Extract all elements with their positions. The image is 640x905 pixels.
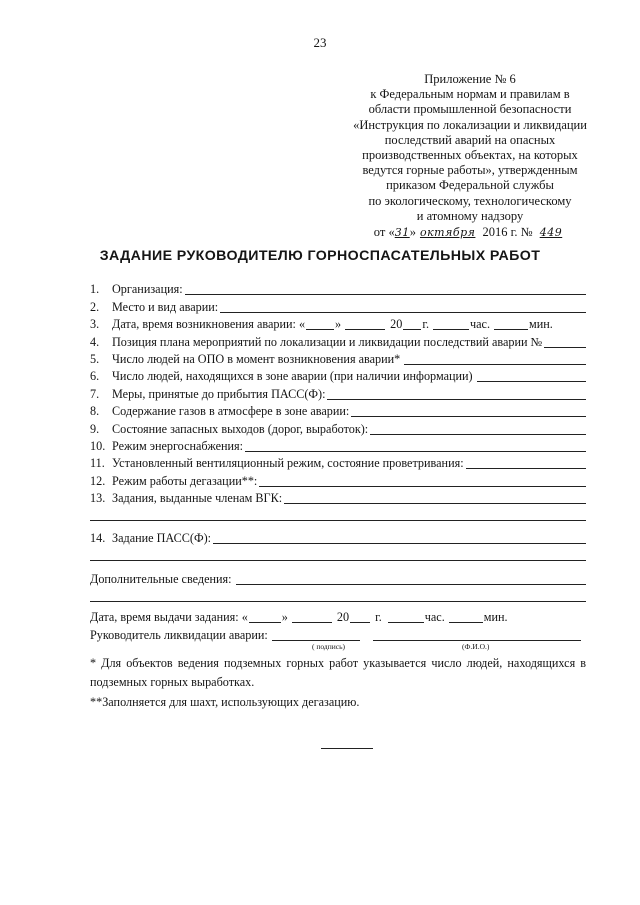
field-number: 11.: [90, 456, 105, 471]
field-number: 9.: [90, 421, 100, 436]
form-field-accident-place: [90, 297, 586, 314]
field-label: Состояние запасных выходов (дорог, выработок):: [112, 421, 369, 436]
form-field-plan-position: [90, 332, 586, 349]
issue-minute-input-line[interactable]: [449, 612, 483, 623]
gas-content-input-line[interactable]: [351, 416, 586, 417]
field-label: Задания, выданные членам ВГК:: [112, 491, 283, 506]
pass-task-extra-line[interactable]: [90, 546, 586, 561]
field-label: Организация:: [112, 282, 183, 297]
appendix-line: Приложение № 6: [424, 72, 516, 86]
form-field-additional: [90, 569, 586, 586]
power-mode-input-line[interactable]: [245, 451, 586, 452]
organization-input-line[interactable]: [185, 294, 586, 295]
issue-year-input-line[interactable]: [350, 612, 370, 623]
vgk-tasks-input-line[interactable]: [284, 503, 586, 504]
accident-place-input-line[interactable]: [220, 312, 586, 313]
field-number: 12.: [90, 473, 106, 488]
minute-input-line[interactable]: [494, 319, 528, 330]
document-title: ЗАДАНИЕ РУКОВОДИТЕЛЮ ГОРНОСПАСАТЕЛЬНЫХ РАБОТ: [99, 248, 541, 264]
year-input-line[interactable]: [403, 319, 421, 330]
field-number: 14.: [90, 531, 106, 546]
vgk-tasks-extra-line[interactable]: [90, 506, 586, 521]
field-separator: »: [335, 317, 342, 332]
date-prefix: от «: [373, 225, 395, 240]
field-number: 8.: [90, 404, 100, 419]
appendix-line: производственных объектах, на которых: [362, 148, 578, 163]
form-field-head: [90, 625, 586, 642]
people-count-input-line[interactable]: [404, 364, 586, 365]
people-in-zone-input-line[interactable]: [477, 381, 586, 382]
month-input-line[interactable]: [345, 319, 385, 330]
minute-suffix: мин.: [529, 317, 553, 332]
footnote-2: **Заполняется для шахт, использующих дегазацию.: [90, 695, 360, 709]
field-label: Режим энергоснабжения:: [112, 438, 244, 453]
hour-input-line[interactable]: [433, 319, 469, 330]
form-field-pass-task: [90, 529, 586, 546]
year-prefix: 20: [336, 610, 350, 625]
field-number: 1.: [90, 282, 100, 297]
form-field-power-mode: [90, 437, 586, 454]
field-label: Установленный вентиляционный режим, состояние проветривания:: [112, 456, 464, 471]
field-label: Число людей на ОПО в момент возникновения аварии*: [112, 351, 401, 366]
appendix-header: [330, 72, 610, 240]
field-label: Число людей, находящихся в зоне аварии (при наличии информации): [112, 369, 473, 384]
field-number: 10.: [90, 438, 106, 453]
ventilation-input-line[interactable]: [466, 468, 586, 469]
form-field-people-count: [90, 350, 586, 367]
hour-suffix: час.: [470, 317, 490, 332]
form-field-organization: [90, 280, 586, 297]
field-separator: »: [281, 610, 288, 625]
field-number: 5.: [90, 351, 100, 366]
field-number: 2.: [90, 299, 100, 314]
measures-input-line[interactable]: [327, 399, 586, 400]
field-number: 4.: [90, 334, 100, 349]
year-suffix: г.: [375, 610, 382, 625]
field-label: Дополнительные сведения:: [90, 571, 232, 586]
year-suffix: г.: [422, 317, 429, 332]
plan-position-input-line[interactable]: [544, 347, 586, 348]
form-field-ventilation: [90, 454, 586, 471]
handwritten-month: октября: [419, 226, 476, 240]
field-label: Позиция плана мероприятий по локализации и ликвидации последствий аварии №: [112, 334, 543, 349]
appendix-line: к Федеральным нормам и правилам в: [370, 87, 570, 102]
hour-suffix: час.: [424, 610, 445, 625]
day-input-line[interactable]: [306, 319, 334, 330]
appendix-line: приказом Федеральной службы: [386, 178, 554, 193]
full-name-input-line[interactable]: [373, 630, 581, 641]
handwritten-day: 31: [394, 226, 410, 240]
full-name-caption: (Ф.И.О.): [462, 641, 490, 651]
field-number: 13.: [90, 491, 106, 506]
form-field-measures: [90, 384, 586, 401]
form-field-vgk-tasks: [90, 489, 586, 506]
issue-month-input-line[interactable]: [292, 612, 332, 623]
field-number: 7.: [90, 386, 100, 401]
form-field-gas-content: [90, 402, 586, 419]
exits-state-input-line[interactable]: [370, 434, 586, 435]
field-label: Дата, время возникновения аварии: «: [112, 317, 306, 332]
form-field-exits-state: [90, 419, 586, 436]
additional-extra-line[interactable]: [90, 587, 586, 602]
field-number: 6.: [90, 369, 100, 384]
appendix-line: по экологическому, технологическому: [368, 193, 572, 208]
field-label: Содержание газов в атмосфере в зоне аварии:: [112, 404, 350, 419]
page-number: 23: [313, 35, 327, 50]
additional-input-line[interactable]: [236, 584, 586, 585]
degassing-input-line[interactable]: [259, 486, 586, 487]
appendix-line: области промышленной безопасности: [368, 102, 572, 117]
form-field-degassing: [90, 471, 586, 488]
issue-hour-input-line[interactable]: [388, 612, 424, 623]
signature-input-line[interactable]: [272, 630, 360, 641]
field-label: Меры, принятые до прибытия ПАСС(Ф):: [112, 386, 326, 401]
form-field-issue-datetime: [90, 608, 586, 625]
form-fields: [90, 280, 586, 665]
field-label: Режим работы дегазации**:: [112, 473, 258, 488]
appendix-date-line: [330, 225, 610, 240]
date-mid: »: [409, 225, 416, 240]
footnotes: [90, 654, 586, 712]
year-prefix: 20: [390, 317, 403, 332]
form-field-accident-datetime: [90, 315, 586, 332]
field-label: Дата, время выдачи задания: «: [90, 610, 248, 625]
appendix-line: последствий аварий на опасных: [384, 132, 556, 147]
bottom-divider: [321, 748, 373, 749]
field-label: Место и вид аварии:: [112, 299, 219, 314]
date-year: 2016 г. №: [482, 225, 533, 240]
form-field-people-in-zone: [90, 367, 586, 384]
appendix-line: «Инструкция по локализации и ликвидации: [353, 117, 587, 132]
pass-task-input-line[interactable]: [213, 543, 586, 544]
handwritten-order-number: 449: [539, 226, 563, 240]
field-label: Руководитель ликвидации аварии:: [90, 627, 268, 642]
appendix-line: и атомному надзору: [416, 208, 524, 223]
signature-caption: ( подпись): [312, 641, 346, 651]
field-number: 3.: [90, 317, 100, 332]
issue-day-input-line[interactable]: [249, 612, 281, 623]
field-label: Задание ПАСС(Ф):: [112, 531, 212, 546]
footnote-1: * Для объектов ведения подземных горных работ указывается число людей, находящихся в подземных горных выработках.: [90, 656, 586, 689]
minute-suffix: мин.: [483, 610, 508, 625]
appendix-line: ведутся горные работы», утвержденным: [362, 163, 578, 178]
